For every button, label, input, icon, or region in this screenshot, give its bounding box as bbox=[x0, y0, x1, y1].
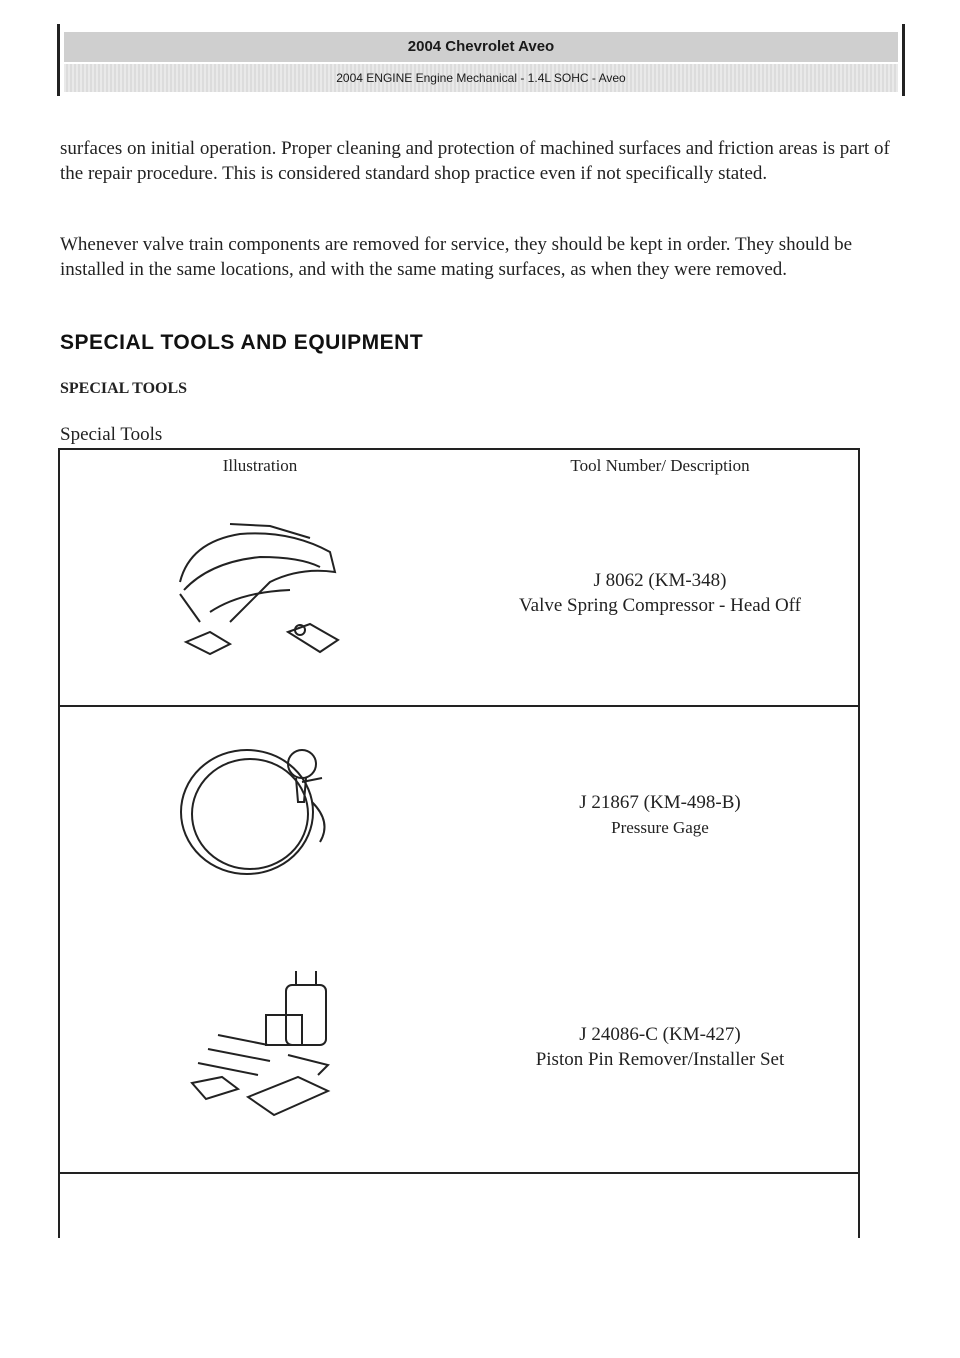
page-header bbox=[57, 24, 905, 96]
column-header-illustration: Illustration bbox=[222, 456, 298, 475]
tool-number: J 21867 (KM-498-B) bbox=[579, 792, 741, 813]
row-divider bbox=[60, 705, 858, 707]
table-caption: Special Tools bbox=[60, 424, 163, 445]
tool-description: Valve Spring Compressor - Head Off bbox=[519, 595, 801, 616]
tool-entry-1 bbox=[460, 568, 860, 618]
document-title: 2004 Chevrolet Aveo bbox=[64, 32, 898, 62]
body-paragraph-1: surfaces on initial operation. Proper cleaning and protection of machined surfaces and friction areas is part of the repair procedure. This is considered standard shop practice even if not specifically stated. bbox=[60, 138, 890, 184]
document-subtitle: 2004 ENGINE Engine Mechanical - 1.4L SOHC - Aveo bbox=[64, 64, 898, 92]
valve-spring-compressor-illustration bbox=[170, 512, 350, 662]
subsection-heading: SPECIAL TOOLS bbox=[60, 380, 188, 397]
tool-description: Piston Pin Remover/Installer Set bbox=[535, 1049, 785, 1070]
pressure-gage-illustration bbox=[172, 742, 352, 882]
piston-pin-tool-illustration bbox=[178, 965, 358, 1125]
tool-entry-3 bbox=[460, 1022, 860, 1072]
tool-number: J 8062 (KM-348) bbox=[593, 570, 727, 591]
row-divider bbox=[60, 1172, 858, 1174]
column-header-description: Tool Number/ Description bbox=[570, 456, 750, 475]
special-tools-table bbox=[58, 448, 860, 1238]
tool-number: J 24086-C (KM-427) bbox=[579, 1024, 741, 1045]
body-paragraph-2: Whenever valve train components are removed for service, they should be kept in order. They should be installed in the same locations, and with the same mating surfaces, as when they were removed. bbox=[60, 234, 853, 280]
tool-description: Pressure Gage bbox=[611, 818, 709, 837]
section-heading: SPECIAL TOOLS AND EQUIPMENT bbox=[60, 331, 424, 354]
tool-entry-2 bbox=[460, 790, 860, 840]
